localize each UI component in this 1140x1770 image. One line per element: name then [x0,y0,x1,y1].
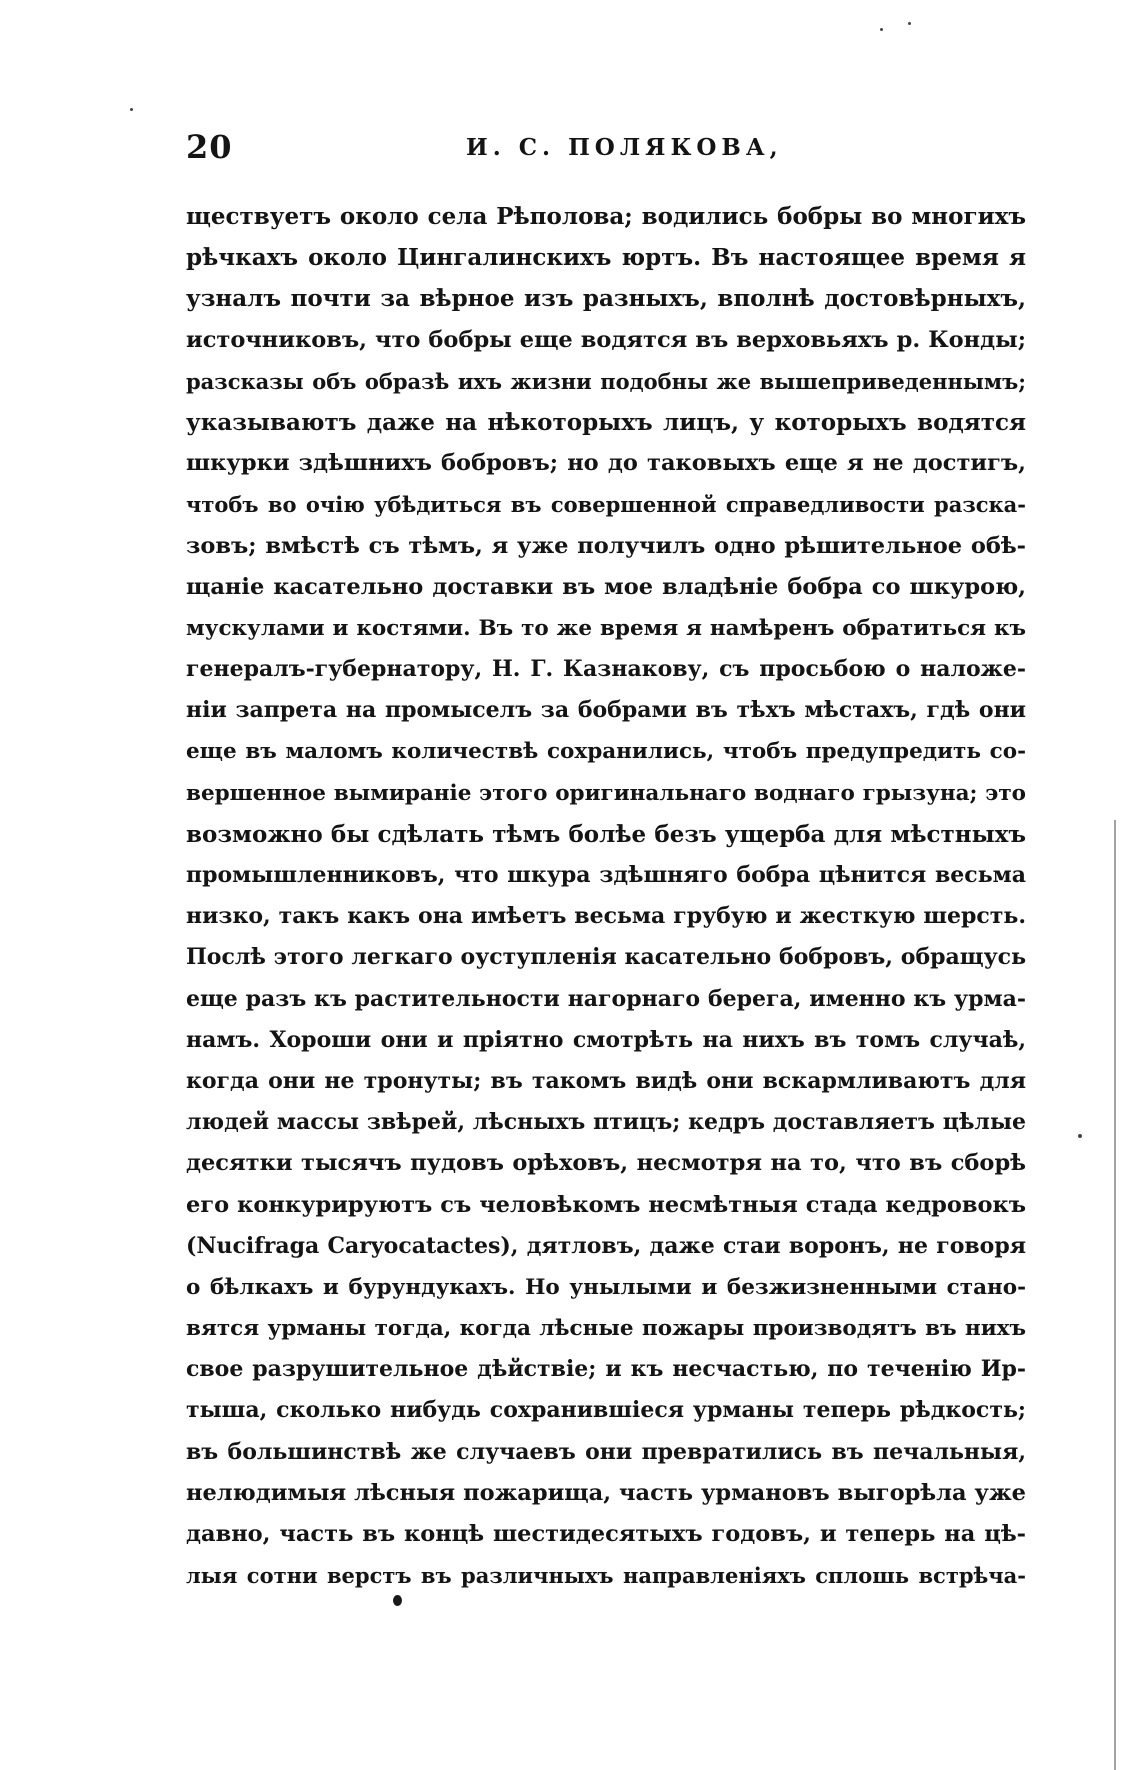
ink-dot [393,1595,402,1606]
text-line: его конкурируютъ съ человѣкомъ несмѣтныя стада кедровокъ [186,1191,1026,1218]
text-line: давно, часть въ концѣ шестидесятыхъ годовъ, и теперь на цѣ- [186,1521,1026,1547]
text-line: десятки тысячъ пудовъ орѣховъ, несмотря на то, что въ сборѣ [186,1150,1026,1177]
text-line: источниковъ, что бобры еще водятся въ верховьяхъ р. Конды; [186,326,1026,353]
text-line: людей массы звѣрей, лѣсныхъ птицъ; кедръ доставляетъ цѣлые [186,1109,1026,1136]
page-header [186,128,1026,172]
text-line: низко, такъ какъ она имѣетъ весьма грубую и жесткую шерсть. [186,903,1026,930]
text-line: шкурки здѣшнихъ бобровъ; но до таковыхъ еще я не достигъ, [186,450,1026,477]
text-line: еще въ маломъ количествѣ сохранились, чтобъ предупредить со- [186,739,1026,765]
text-line: зовъ; вмѣстѣ съ тѣмъ, я уже получилъ одно рѣшительное обѣ- [186,532,1026,559]
text-line: узналъ почти за вѣрное изъ разныхъ, вполнѣ достовѣрныхъ, [186,285,1026,313]
text-line: возможно бы сдѣлать тѣмъ болѣе безъ ущерба для мѣстныхъ [186,820,1026,848]
text-line: указываютъ даже на нѣкоторыхъ лицъ, у которыхъ водятся [186,408,1026,436]
scan-speck [908,22,911,25]
text-line: тыша, сколько нибудь сохранившіеся урманы теперь рѣдкость; [186,1397,1026,1424]
page-edge-line [1114,820,1116,1770]
text-line: мускулами и костями. Въ то же время я намѣренъ обратиться къ [186,615,1026,641]
text-line: еще разъ къ растительности нагорнаго берега, именно къ урма- [186,985,1026,1012]
text-line: (Nucifraga Caryocatactes), дятловъ, даже стаи воронъ, не говоря [186,1232,1026,1259]
page-number: 20 [186,128,233,166]
text-line: промышленниковъ, что шкура здѣшняго бобра цѣнится весьма [186,862,1026,888]
scan-speck [1078,1134,1082,1138]
text-line: свое разрушительное дѣйствіе; и къ несчастью, по теченію Ир- [186,1356,1026,1383]
text-line: когда они не тронуты; въ такомъ видѣ они вскармливаютъ для [186,1067,1026,1094]
text-line: рѣчкахъ около Цингалинскихъ юртъ. Въ настоящее время я [186,244,1026,272]
scan-speck [130,108,133,111]
text-line: чтобъ во очію убѣдиться въ совершенной справедливости разска- [186,492,1026,518]
body-text [186,196,1026,1596]
text-line: щаніе касательно доставки въ мое владѣніе бобра со шкурою, [186,573,1026,600]
scan-speck [880,28,883,31]
text-line: разсказы объ образѣ ихъ жизни подобны же вышеприведеннымъ; [186,368,1026,394]
text-line: намъ. Хороши они и пріятно смотрѣть на нихъ въ томъ случаѣ, [186,1026,1026,1053]
text-line: о бѣлкахъ и бурундукахъ. Но унылыми и безжизненными стано- [186,1274,1026,1300]
text-line: ществуетъ около села Рѣполова; водились бобры во многихъ [186,203,1026,230]
text-line: вершенное вымираніе этого оригинальнаго воднаго грызуна; это [186,780,1026,806]
text-line: лыя сотни верстъ въ различныхъ направленіяхъ сплошь встрѣча- [186,1563,1026,1589]
text-line: ніи запрета на промыселъ за бобрами въ тѣхъ мѣстахъ, гдѣ они [186,697,1026,724]
text-line: въ большинствѣ же случаевъ они превратились въ печальныя, [186,1438,1026,1465]
text-line: вятся урманы тогда, когда лѣсные пожары производятъ въ нихъ [186,1316,1026,1342]
text-line: генералъ-губернатору, Н. Г. Казнакову, съ просьбою о наложе- [186,656,1026,683]
text-line: Послѣ этого легкаго оуступленія касательно бобровъ, обращусь [186,944,1026,971]
running-head: И. С. ПОЛЯКОВА, [466,134,783,161]
text-line: нелюдимыя лѣсныя пожарища, часть урмановъ выгорѣла уже [186,1479,1026,1506]
